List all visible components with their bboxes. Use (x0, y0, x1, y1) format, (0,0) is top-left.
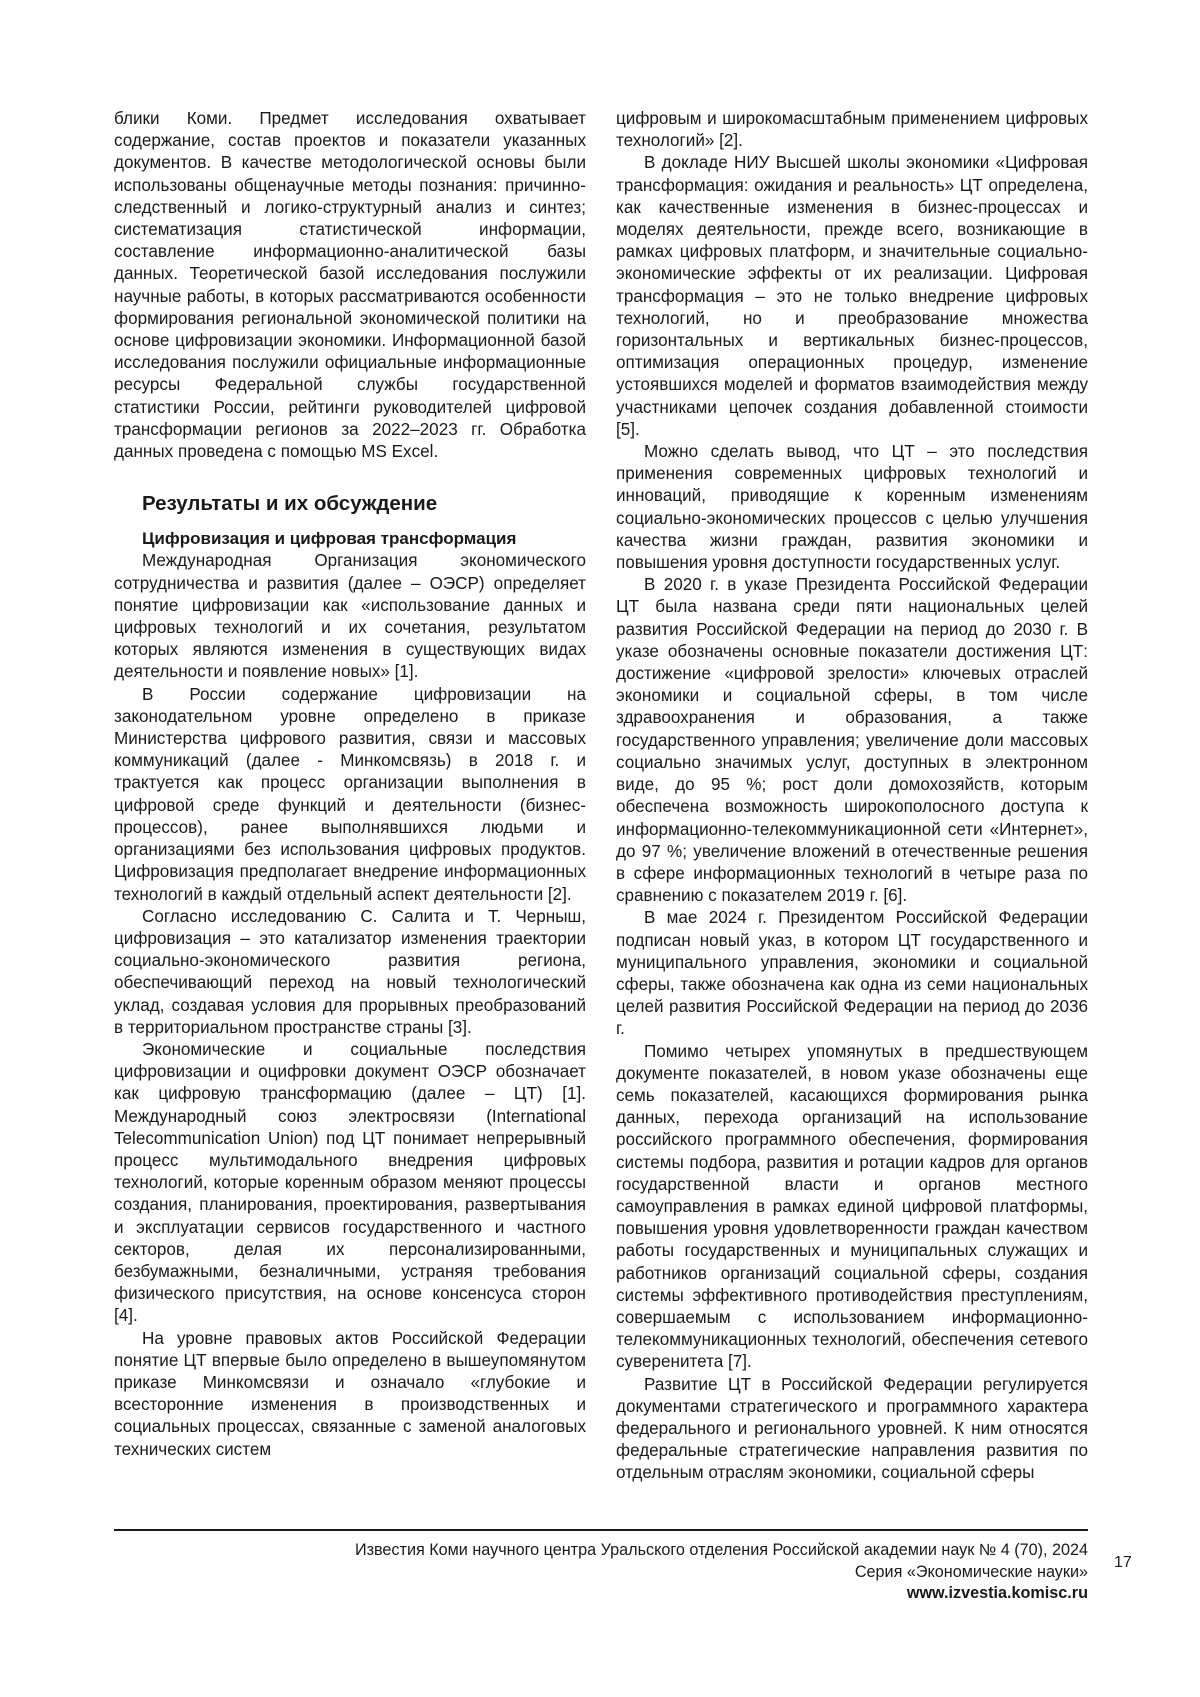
section-heading: Результаты и их обсуждение (142, 492, 438, 516)
journal-footer (355, 1540, 1088, 1605)
left-column (114, 108, 586, 1461)
right-column (616, 108, 1088, 1485)
paragraph: На уровне правовых актов Российской Федерации понятие ЦТ впервые было определено в вышеупомянутом приказе Минкомсвязи и означало «глубокие и всесторонние изменения в производственных и социальных процессах, связанные с заменой аналоговых технических систем (114, 1328, 586, 1459)
paragraph: цифровым и широкомасштабным применением цифровых технологий» [2]. (616, 109, 1088, 151)
paragraph: Международная Организация экономического сотрудничества и развития (далее – ОЭСР) определяет понятие цифровизации как «использование данных и цифровых технологий и их сочетания, результатом которых являются изменения в существующих видах деятельности и появление новых» [1]. (114, 551, 586, 682)
journal-series: Серия «Экономические науки» (854, 1562, 1088, 1581)
journal-title: Известия Коми научного центра Уральского отделения Российской академии наук № 4 (70), 2024 (354, 1541, 1088, 1559)
paragraph: В 2020 г. в указе Президента Российской Федерации ЦТ была названа среди пяти национальных целей развития Российской Федерации на период до 2030 г. В указе обозначены основные показатели достижения ЦТ: достижение «цифровой зрелости» ключевых отраслей экономики и социальной сферы, в том числе здравоохранения и образования, а также государственного управления; увеличение доли массовых социально значимых услуг, доступных в электронном виде, до 95 %; рост доли домохозяйств, которым обеспечена возможность широкополосного доступа к информационно-телекоммуникационной сети «Интернет», до 97 %; увеличение вложений в отечественные решения в сфере информационных технологий в четыре раза по сравнению с показателем 2019 г. [6]. (616, 575, 1088, 906)
paragraph: Согласно исследованию С. Салита и Т. Черныш, цифровизация – это катализатор изменения траектории социально-экономического развития региона, обеспечивающий переход на новый технологический уклад, создавая условия для прорывных преобразований в территориальном пространстве страны [3]. (114, 906, 586, 1037)
footer-divider (114, 1529, 1088, 1531)
paragraph: В России содержание цифровизации на законодательном уровне определено в приказе Министерства цифрового развития, связи и массовых коммуникаций (далее - Минкомсвязь) в 2018 г. и трактуется как процесс организации выполнения в цифровой среде функций и деятельности (бизнес-процессов), ранее выполнявшихся людьми и организациями без использования цифровых продуктов. Цифровизация предполагает внедрение информационных технологий в каждый отдельный аспект деятельности [2]. (114, 684, 586, 904)
paragraph: Помимо четырех упомянутых в предшествующем документе показателей, в новом указе обозначены еще семь показателей, касающихся формирования рынка данных, перехода организаций на использование российского программного обеспечения, формирования системы подбора, развития и ротации кадров для органов государственной власти и органов местного самоуправления в рамках единой цифровой платформы, повышения уровня удовлетворенности граждан качеством работы государственных и муниципальных служащих и работников организаций социальной сферы, создания системы эффективного противодействия преступлениям, совершаемым с использованием информационно-телекоммуникационных технологий, обеспечения сетевого суверенитета [7]. (616, 1041, 1088, 1372)
paragraph: Можно сделать вывод, что ЦТ – это последствия применения современных цифровых технологий и инноваций, приводящие к коренным изменениям социально-экономических процессов с целью улучшения качества жизни граждан, развития экономики и повышения уровня доступности государственных услуг. (616, 442, 1088, 573)
subsection-heading: Цифровизация и цифровая трансформация (142, 529, 517, 549)
paragraph: Экономические и социальные последствия цифровизации и оцифровки документ ОЭСР обозначает как цифровую трансформацию (далее – ЦТ) [1]. Международный союз электросвязи (International Telecommunication Union) под ЦТ понимает непрерывный процесс мультимодального внедрения цифровых технологий, которые коренным образом меняют процессы создания, планирования, проектирования, развертывания и эксплуатации сервисов государственного и частного секторов, делая их персонализированными, безбумажными, безналичными, устраняя требования физического присутствия, на основе консенсуса сторон [4]. (114, 1039, 586, 1326)
paragraph: В докладе НИУ Высшей школы экономики «Цифровая трансформация: ожидания и реальность» ЦТ определена, как качественные изменения в бизнес-процессах и моделях деятельности, прежде всего, возникающие в рамках цифровых платформ, и значительные социально-экономические эффекты от их реализации. Цифровая трансформация – это не только внедрение цифровых технологий, но и преобразование множества горизонтальных и вертикальных бизнес-процессов, оптимизация операционных процедур, изменение устоявшихся моделей и форматов взаимодействия между участниками цепочек создания добавленной стоимости [5]. (616, 153, 1088, 439)
page-number: 17 (1114, 1554, 1132, 1571)
journal-url: www.izvestia.komisc.ru (906, 1584, 1088, 1602)
paragraph: Развитие ЦТ в Российской Федерации регулируется документами стратегического и программного характера федерального и регионального уровней. К ним относятся федеральные стратегические направления развития по отдельным отраслям экономики, социальной сферы (616, 1374, 1088, 1483)
paragraph: В мае 2024 г. Президентом Российской Федерации подписан новый указ, в котором ЦТ государственного и муниципального управления, экономики и социальной сферы, также обозначена как одна из семи национальных целей развития Российской Федерации на период до 2036 г. (616, 908, 1088, 1039)
paragraph: блики Коми. Предмет исследования охватывает содержание, состав проектов и показатели указанных документов. В качестве методологической основы были использованы общенаучные методы познания: причинно-следственный и логико-структурный анализ и синтез; систематизация статистической информации, составление информационно-аналитической базы данных. Теоретической базой исследования послужили научные работы, в которых рассматриваются особенности формирования региональной экономической политики на основе цифровизации экономики. Информационной базой исследования послужили официальные информационные ресурсы Федеральной службы государственной статистики России, рейтинги руководителей цифровой трансформации регионов за 2022–2023 гг. Обработка данных проведена с помощью MS Excel. (114, 109, 586, 462)
